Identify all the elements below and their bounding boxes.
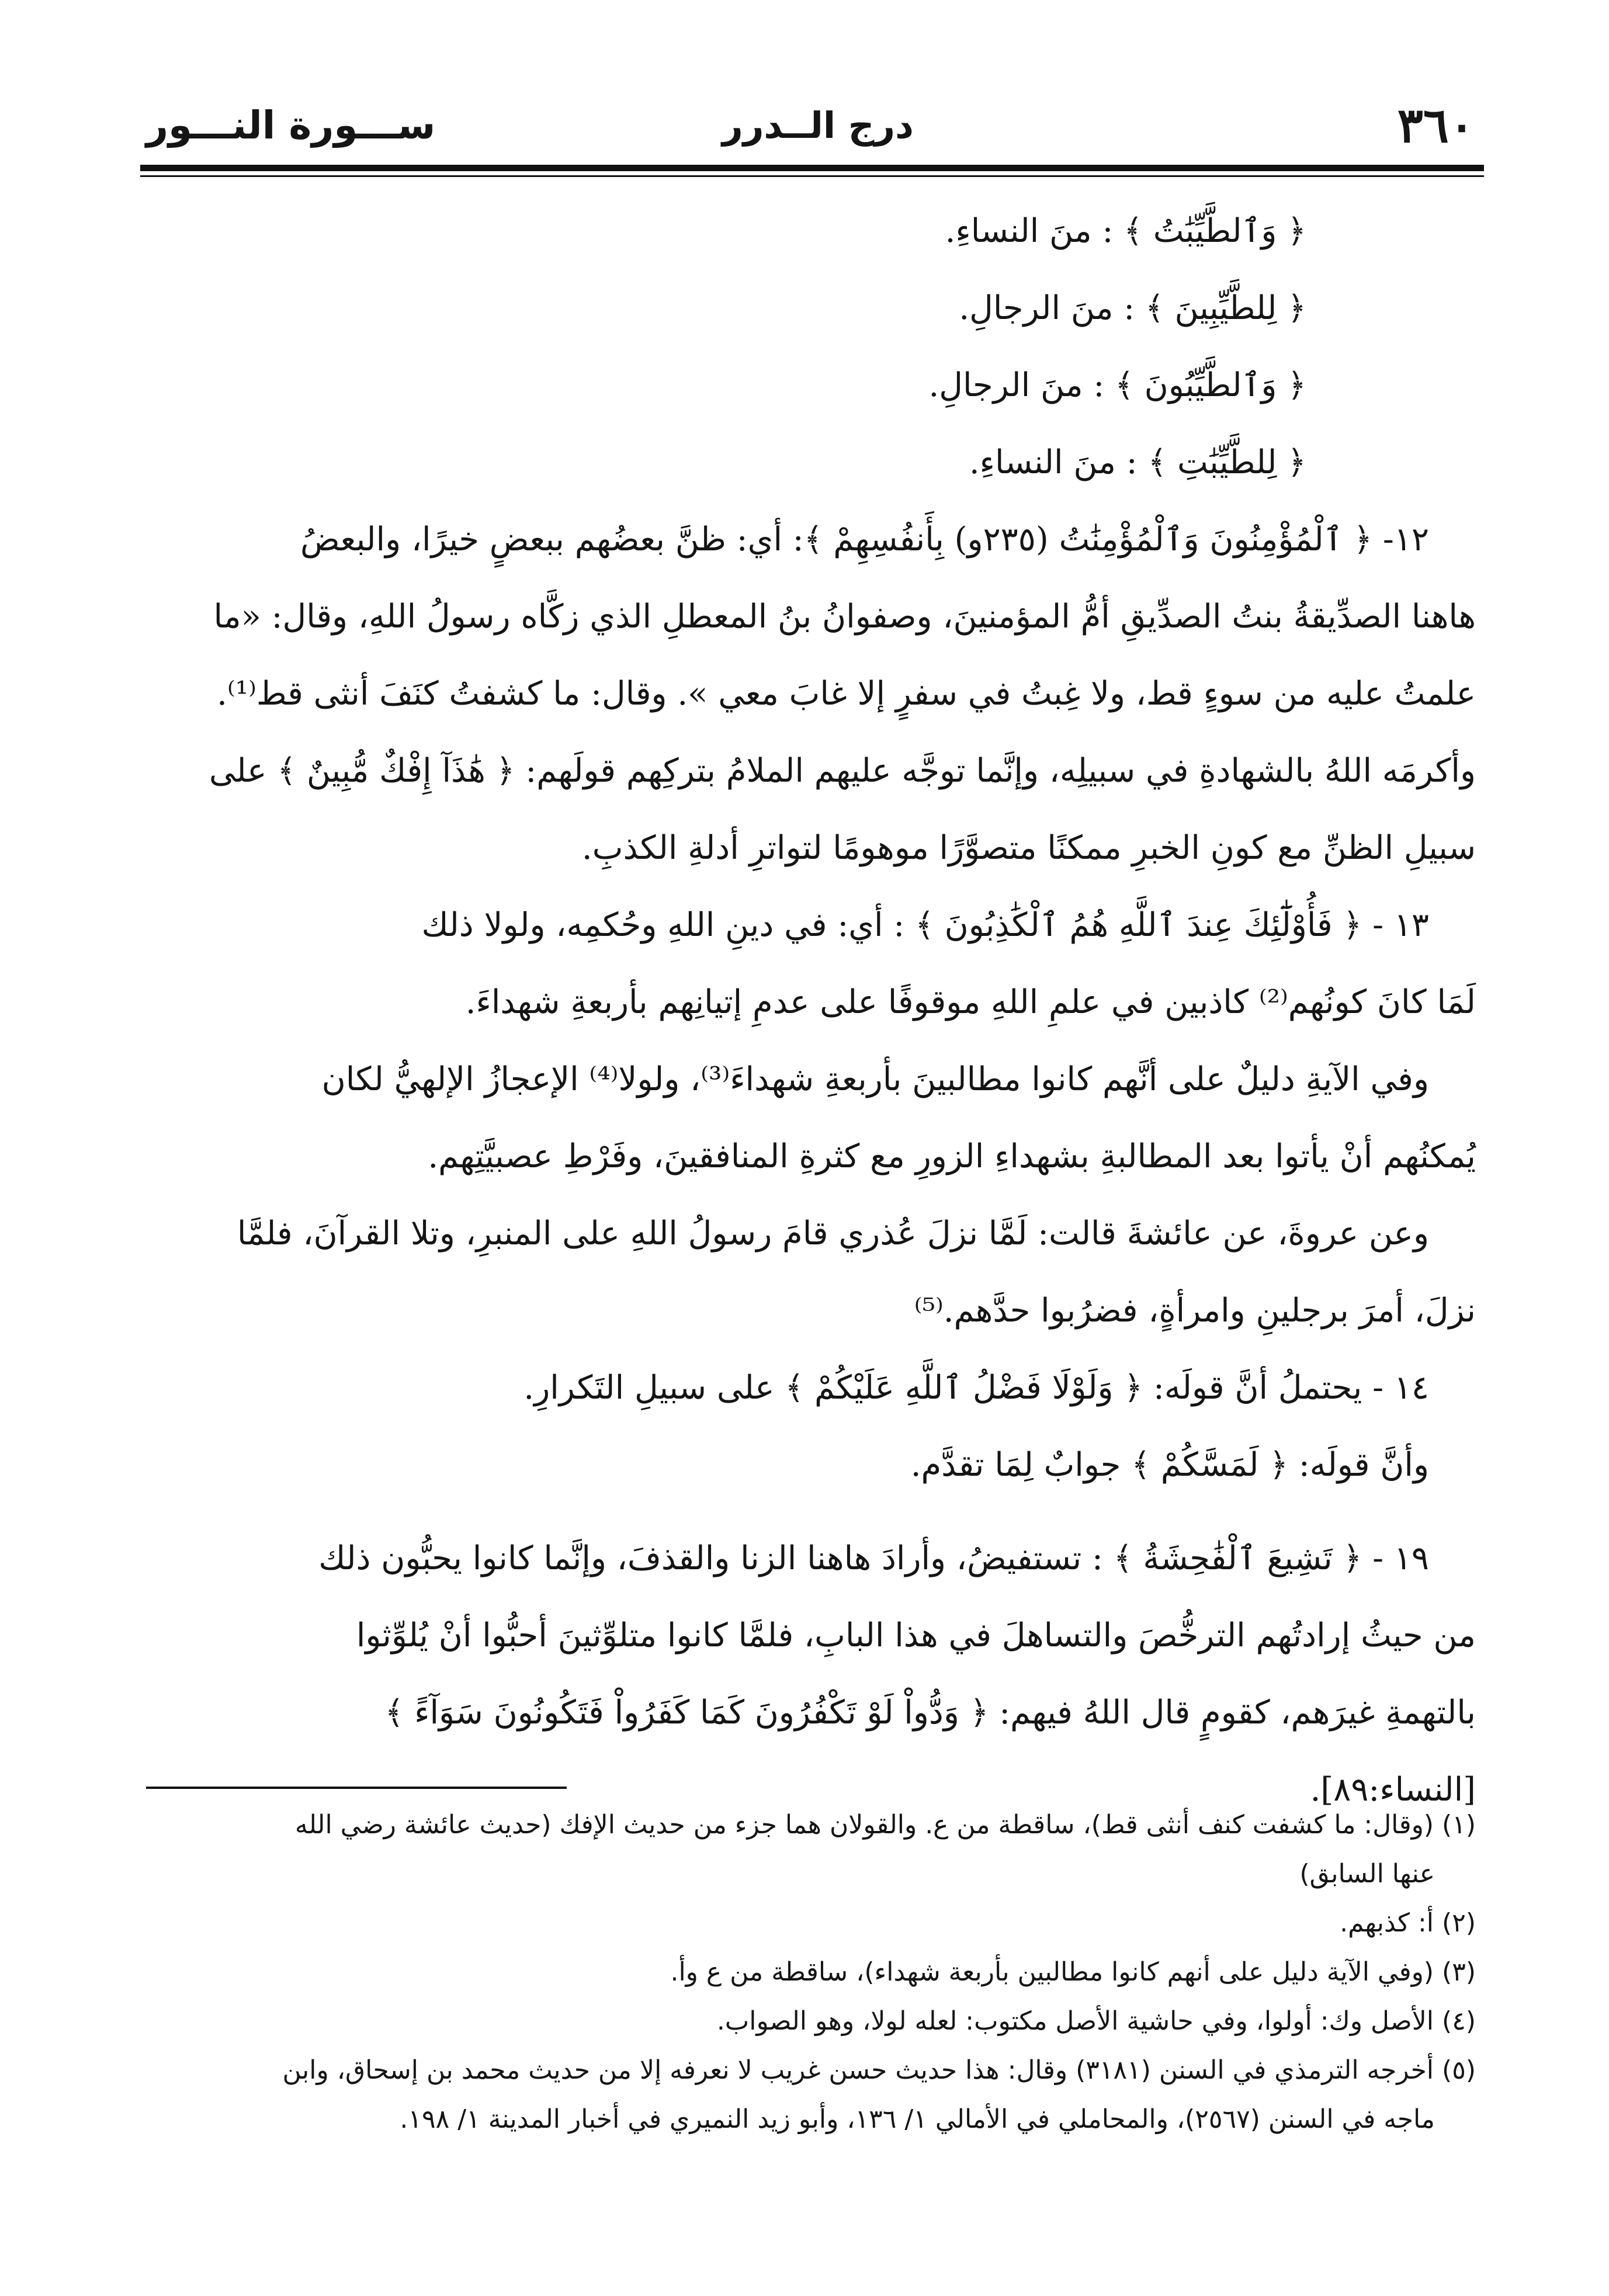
text-line: بالتهمةِ غيرَهم، كقومٍ قال اللهُ فيهم: ﴿ وَدُّواْ لَوْ تَكْفُرُونَ كَمَا كَفَرُواْ فَتَكُونُونَ سَوَآءً ﴾: [384, 1694, 1476, 1732]
footnote-5-continued: ماجه في السنن (٢٥٦٧)، والمحاملي في الأمالي ١/ ١٣٦، وأبو زيد النميري في أخبار المدينة ١/ ١٩٨.: [400, 2104, 1435, 2134]
page-number: ٣٦٠: [1397, 98, 1475, 154]
text-line: ١٩ - ﴿ تَشِيعَ ٱلْفَٰحِشَةُ ﴾ : تستفيضُ، وأرادَ هاهنا الزنا والقذفَ، وإنَّما كانوا يحبُّون ذلك: [318, 1539, 1429, 1577]
text-line: وفي الآيةِ دليلٌ على أنَّهم كانوا مطالبينَ بأربعةِ شهداءَ⁽³⁾، ولولا⁽⁴⁾ الإعجازُ الإلهيُّ لكان: [321, 1060, 1429, 1098]
text-line: وعن عروةَ، عن عائشةَ قالت: لَمَّا نزلَ عُذري قامَ رسولُ اللهِ على المنبرِ، وتلا القرآنَ، فلمَّا: [237, 1215, 1429, 1253]
text-line: سبيلِ الظنِّ مع كونِ الخبرِ ممكنًا متصوَّرًا موهومًا لتواترِ أدلةِ الكذبِ.: [581, 829, 1476, 867]
text-line: ١٢- ﴿ ٱلْمُؤْمِنُونَ وَٱلْمُؤْمِنَٰتُ (٢٣٥و) بِأَنفُسِهِمْ ﴾: أي: ظنَّ بعضُهم ببعضٍ خيرًا، والبعضُ: [300, 521, 1429, 559]
footnote-4: (٤) الأصل وك: أولوا، وفي حاشية الأصل مكتوب: لعله لولا، وهو الصواب.: [716, 2006, 1476, 2036]
text-line: ١٤ - يحتملُ أنَّ قولَه: ﴿ وَلَوْلَا فَضْلُ ٱللَّهِ عَلَيْكُمْ ﴾ على سبيلِ التَكرارِ.: [523, 1369, 1429, 1407]
text-line: ﴿ لِلطَّيِّبِينَ ﴾ : منَ الرجالِ.: [959, 289, 1306, 327]
footnote-5: (٥) أخرجه الترمذي في السنن (٣١٨١) وقال: هذا حديث حسن غريب لا نعرفه إلا من حديث محمد بن إسحاق، وابن: [282, 2055, 1476, 2085]
footnote-2: (٢) أ: كذبهم.: [1340, 1908, 1476, 1938]
text-line: ﴿ وَٱلطَّيِّبَٰتُ ﴾ : منَ النساءِ.: [945, 212, 1306, 250]
book-title: درج الــدرر: [722, 104, 914, 147]
footnote-1: (١) (وقال: ما كشفت كنف أنثى قط)، ساقطة من ع. والقولان هما جزء من حديث الإفك (حديث عائشة رضي الله: [294, 1810, 1476, 1840]
text-line: يُمكنُهم أنْ يأتوا بعد المطالبةِ بشهداءِ الزورِ مع كثرةِ المنافقينَ، وفَرْطِ عصبيَّتِهم.: [428, 1137, 1476, 1175]
footnote-separator: [146, 1787, 567, 1789]
text-line: لَمَا كانَ كونُهم⁽²⁾ كاذبين في علمِ اللهِ موقوفًا على عدمِ إتيانِهم بأربعةِ شهداءَ.: [465, 983, 1476, 1021]
text-line: علمتُ عليه من سوءٍ قط، ولا غِبتُ في سفرٍ إلا غابَ معي ». وقال: ما كشفتُ كنَفَ أنثى قط⁽¹⁾.: [217, 675, 1476, 713]
text-line: وأنَّ قولَه: ﴿ لَمَسَّكُمْ ﴾ جوابٌ لِمَا تقدَّم.: [910, 1446, 1429, 1484]
text-line: نزلَ، أمرَ برجلينِ وامرأةٍ، فضرُبوا حدَّهم.⁽⁵⁾: [914, 1292, 1476, 1330]
footnote-1-continued: عنها السابق): [1299, 1859, 1435, 1889]
text-line: وأكرمَه اللهُ بالشهادةِ في سبيلِه، وإنَّما توجَّه عليهم الملامُ بتركِهم قولَهم: ﴿ هَٰذَآ إِفْكٌ مُّبِينٌ ﴾ على: [209, 752, 1476, 790]
header-rule-thin: [140, 175, 1484, 177]
text-line: ﴿ وَٱلطَّيِّبُونَ ﴾ : منَ الرجالِ.: [928, 366, 1306, 404]
text-line: ١٣ - ﴿ فَأُوْلَٰٓئِكَ عِندَ ٱللَّهِ هُمُ ٱلْكَٰذِبُونَ ﴾ : أي: في دينِ اللهِ وحُكمِه، ولولا ذلك: [421, 906, 1429, 944]
surah-title: ســـورة النـــور: [146, 103, 436, 148]
text-line: من حيثُ إرادتُهم الترخُّصَ والتساهلَ في هذا البابِ، فلمَّا كانوا متلوِّثينَ أحبُّوا أنْ يُلوِّثوا: [356, 1617, 1476, 1655]
main-text: [153, 193, 1476, 1829]
footnote-3: (٣) (وفي الآية دليل على أنهم كانوا مطالبين بأربعة شهداء)، ساقطة من ع وأ.: [670, 1957, 1476, 1987]
text-line: [النساء:٨٩].: [1310, 1771, 1476, 1809]
header-rule-thick: [140, 165, 1484, 171]
text-line: هاهنا الصدِّيقةُ بنتُ الصدِّيقِ أمُّ المؤمنينَ، وصفوانُ بنُ المعطلِ الذي زكَّاه رسولُ اللهِ، وقال: «ما: [213, 598, 1476, 636]
footnotes: [153, 1801, 1476, 2144]
text-line: ﴿ لِلطَّيِّبَٰتِ ﴾ : منَ النساءِ.: [969, 443, 1306, 481]
